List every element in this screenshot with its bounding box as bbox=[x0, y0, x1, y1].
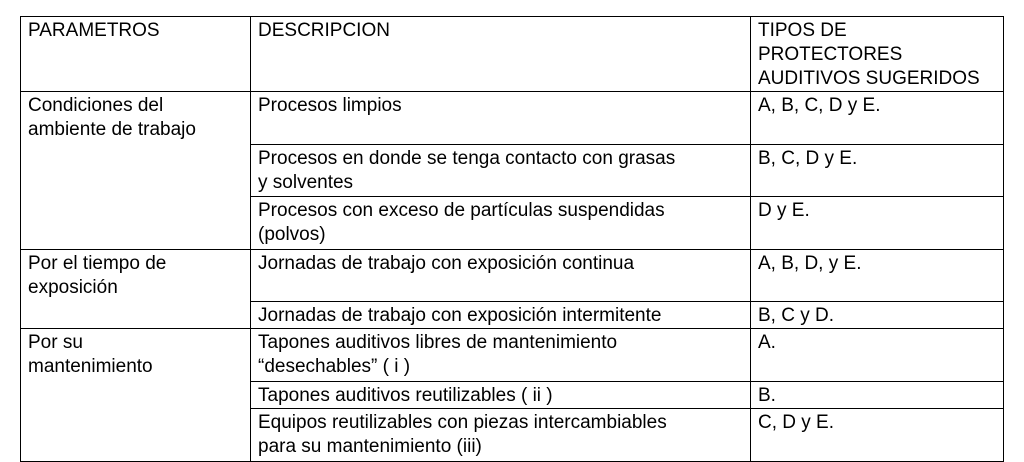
tipos-cell: C, D y E. bbox=[751, 409, 1004, 462]
tipos-cell: B, C y D. bbox=[751, 302, 1004, 329]
param-line: exposición bbox=[28, 277, 118, 298]
desc-line: Equipos reutilizables con piezas intercambiables bbox=[258, 412, 667, 433]
param-cell-mantenimiento bbox=[21, 329, 251, 462]
desc-cell bbox=[251, 92, 751, 145]
param-line: Por el tiempo de bbox=[28, 253, 167, 274]
desc-line: Jornadas de trabajo con exposición continua bbox=[258, 253, 635, 274]
tipos-cell: A, B, D, y E. bbox=[751, 250, 1004, 302]
desc-line: y solventes bbox=[258, 172, 354, 193]
desc-line: Procesos limpios bbox=[258, 95, 402, 116]
param-line: mantenimiento bbox=[28, 356, 153, 377]
param-line: ambiente de trabajo bbox=[28, 119, 196, 140]
header-tipos bbox=[751, 17, 1004, 92]
desc-line: para su mantenimiento (iii) bbox=[258, 436, 482, 457]
tipos-cell: D y E. bbox=[751, 197, 1004, 250]
tipos-cell: A. bbox=[751, 329, 1004, 382]
param-line: Por su bbox=[28, 332, 83, 353]
desc-line: Procesos con exceso de partículas suspendidas bbox=[258, 200, 665, 221]
desc-line: Tapones auditivos libres de mantenimiento bbox=[258, 332, 618, 353]
header-descripcion: DESCRIPCION bbox=[251, 17, 751, 92]
desc-cell bbox=[251, 250, 751, 302]
tipos-cell: B. bbox=[751, 382, 1004, 409]
param-cell-condiciones bbox=[21, 92, 251, 250]
param-line: Condiciones del bbox=[28, 95, 164, 116]
desc-line: (polvos) bbox=[258, 224, 326, 245]
table-row bbox=[21, 329, 1004, 382]
desc-cell bbox=[251, 302, 751, 329]
header-tipos-line2: AUDITIVOS SUGERIDOS bbox=[758, 68, 980, 89]
param-cell-tiempo bbox=[21, 250, 251, 329]
table-row bbox=[21, 92, 1004, 145]
header-parametros: PARAMETROS bbox=[21, 17, 251, 92]
desc-line: Tapones auditivos reutilizables ( ii ) bbox=[258, 385, 553, 406]
tipos-cell: A, B, C, D y E. bbox=[751, 92, 1004, 145]
desc-line: Procesos en donde se tenga contacto con grasas bbox=[258, 148, 676, 169]
header-row bbox=[21, 17, 1004, 92]
table-row bbox=[21, 250, 1004, 302]
desc-line: Jornadas de trabajo con exposición intermitente bbox=[258, 305, 662, 326]
tipos-cell: B, C, D y E. bbox=[751, 145, 1004, 197]
header-tipos-line1: TIPOS DE PROTECTORES bbox=[758, 20, 903, 65]
desc-cell bbox=[251, 145, 751, 197]
desc-line: “desechables” ( i ) bbox=[258, 356, 411, 377]
desc-cell bbox=[251, 382, 751, 409]
desc-cell bbox=[251, 197, 751, 250]
protectores-table bbox=[20, 16, 1004, 462]
desc-cell bbox=[251, 329, 751, 382]
desc-cell bbox=[251, 409, 751, 462]
